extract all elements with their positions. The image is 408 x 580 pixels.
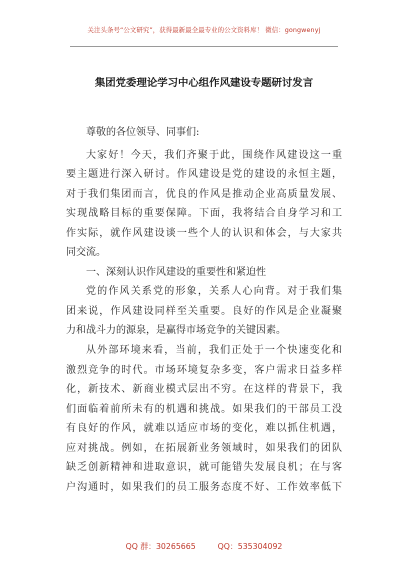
body-line: 对于我们集团而言，优良的作风是推动企业高质量发展、 bbox=[66, 188, 342, 200]
body-line: 大家好！今天，我们齐聚于此，围绕作风建设这一重 bbox=[86, 149, 342, 161]
body-line: 力和战斗力的源泉，是赢得市场竞争的关键因素。 bbox=[66, 325, 286, 337]
body-line: 有良好的作风，就难以适应市场的变化，难以抓住机遇， bbox=[66, 423, 342, 435]
document-body bbox=[66, 123, 342, 497]
body-line: 激烈竞争的时代。市场环境复杂多变，客户需求日益多样 bbox=[66, 364, 342, 376]
body-line: 要主题进行深入研讨。作风建设是党的建设的永恒主题， bbox=[66, 169, 342, 181]
section-heading: 一、深刻认识作风建设的重要性和紧迫性 bbox=[86, 266, 266, 278]
document-title: 集团党委理论学习中心组作风建设专题研讨发言 bbox=[94, 77, 314, 89]
body-line: 同交流。 bbox=[66, 247, 106, 259]
body-line: 实现战略目标的重要保障。下面，我将结合自身学习和工 bbox=[66, 208, 342, 220]
body-line: 们面临着前所未有的机遇和挑战。如果我们的干部员工没 bbox=[66, 403, 342, 415]
salutation: 尊敬的各位领导、同事们: bbox=[86, 127, 200, 138]
body-line: 团来说，作风建设同样至关重要。良好的作风是企业凝聚 bbox=[66, 305, 342, 317]
body-line: 作实际，就作风建设谈一些个人的认识和体会，与大家共 bbox=[66, 227, 342, 239]
footer-contact bbox=[0, 541, 408, 552]
top-banner: 关注头条号“公文研究”，获得最新最全最专业的公文资料库！ 微信：gongwenyj bbox=[87, 26, 321, 34]
qq-number: QQ：535304092 bbox=[217, 542, 283, 551]
body-line: 从外部环境来看，当前，我们正处于一个快速变化和 bbox=[86, 345, 342, 357]
body-line: 党的作风关系党的形象，关系人心向背。对于我们集 bbox=[86, 286, 342, 298]
header-divider bbox=[70, 46, 338, 47]
body-line: 应对挑战。例如，在拓展新业务领域时，如果我们的团队 bbox=[66, 442, 342, 454]
body-line: 户沟通时，如果我们的员工服务态度不好、工作效率低下 bbox=[66, 481, 342, 493]
body-line: 缺乏创新精神和进取意识，就可能错失发展良机；在与客 bbox=[66, 462, 342, 474]
qq-group-number: QQ 群：30265665 bbox=[125, 542, 196, 551]
body-line: 化，新技术、新商业模式层出不穷。在这样的背景下，我 bbox=[66, 384, 342, 396]
